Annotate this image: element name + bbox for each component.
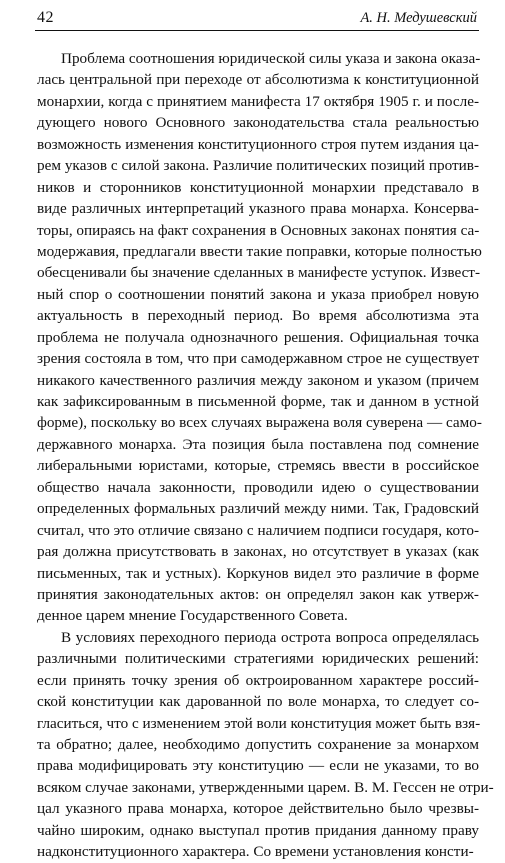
text-line: форме), поскольку во всех случаях выражена воля суверена — само- xyxy=(37,414,482,432)
text-line: та обратно; далее, необходимо допустить сохранение за монархом xyxy=(37,736,479,753)
text-line: виде различных интерпретаций указного права монарха. Консерва- xyxy=(37,200,479,218)
text-line: никакого качественного различия между законом и указом (причем xyxy=(37,371,479,389)
text-line: письменных, так и устных). Коркунов видел это различие в форме xyxy=(37,564,479,582)
text-line: всяком случае законами, утвержденными царем. В. М. Гессен не отри- xyxy=(37,778,494,796)
text-line: либеральными юристами, которые, стремясь ввести в российское xyxy=(37,457,479,475)
text-line: надконституционного характера. Со времени установления консти- xyxy=(37,843,474,861)
body-text xyxy=(37,48,494,863)
text-line: принятия законодательных актов: он определял закон как утверж- xyxy=(37,585,479,603)
text-line: считал, что это отличие связано с наличием подписи государя, кото- xyxy=(37,521,479,539)
text-line: модержавия, предлагали ввести такие поправки, которые полностью xyxy=(37,242,482,260)
text-line: ской конституции как дарованной по воле монарха, то следует со- xyxy=(37,693,479,711)
text-line: торы, опираясь на факт сохранения в Основных законах понятия са- xyxy=(37,221,480,239)
text-line: дующего нового Основного законодательства стала реальностью xyxy=(37,114,479,132)
text-line: зрения состояла в том, что при самодержавном строе не существует xyxy=(37,350,479,368)
text-line: проблема не получала однозначного решения. Официальная точка xyxy=(37,328,479,346)
text-line: права модифицировать эту конституцию — если не указами, то во xyxy=(37,757,479,775)
text-line: В условиях переходного периода острота вопроса определялась xyxy=(61,628,479,646)
text-line: Проблема соотношения юридической силы указа и закона оказа- xyxy=(61,50,481,67)
page-header xyxy=(35,8,479,31)
text-line: определенных формальных различий между ними. Так, Градовский xyxy=(37,500,479,518)
text-line: державного монарха. Эта позиция была поставлена под сомнение xyxy=(37,435,479,453)
text-line: ников и сторонников конституционной монархии представало в xyxy=(37,178,479,196)
text-line: возможность изменения конституционного строя путем издания ца- xyxy=(37,135,479,153)
page-number: 42 xyxy=(37,9,54,26)
text-line: если принять точку зрения об октроированном характере россий- xyxy=(37,671,479,689)
text-line: актуальность в переходный период. Во время абсолютизма эта xyxy=(37,307,479,325)
text-line: лась центральной при переходе от абсолютизма к конституционной xyxy=(37,71,479,89)
text-line: обесценивали бы значение сделанных в манифесте уступок. Извест- xyxy=(37,264,481,282)
text-line: рем указов с силой закона. Различие политических позиций против- xyxy=(37,157,479,175)
text-line: общество начала законности, проводили идею о существовании xyxy=(37,478,479,496)
text-line: монархии, когда с принятием манифеста 17 октября 1905 г. и после- xyxy=(37,92,479,110)
running-head-author: А. Н. Медушевский xyxy=(360,10,477,26)
text-line: рая должна присутствовать в законах, но отсутствует в указах (как xyxy=(37,543,479,561)
text-line: как зафиксированным в письменной форме, так и данном в устной xyxy=(37,393,479,410)
text-line: гласиться, что с изменением этой воли конституция может быть взя- xyxy=(37,714,481,732)
paragraph xyxy=(37,627,494,863)
text-line: ный спор о соотношении понятий закона и указа приобрел новую xyxy=(37,285,479,303)
text-line: различными политическими стратегиями юридических решений: xyxy=(37,650,479,668)
paragraph xyxy=(37,48,482,627)
text-line: цал указного права монарха, которое действительно было чрезвы- xyxy=(37,800,479,818)
text-line: чайно широким, однако выступал против придания данному праву xyxy=(37,821,479,839)
text-line: денное царем мнение Государственного Совета. xyxy=(37,607,348,625)
